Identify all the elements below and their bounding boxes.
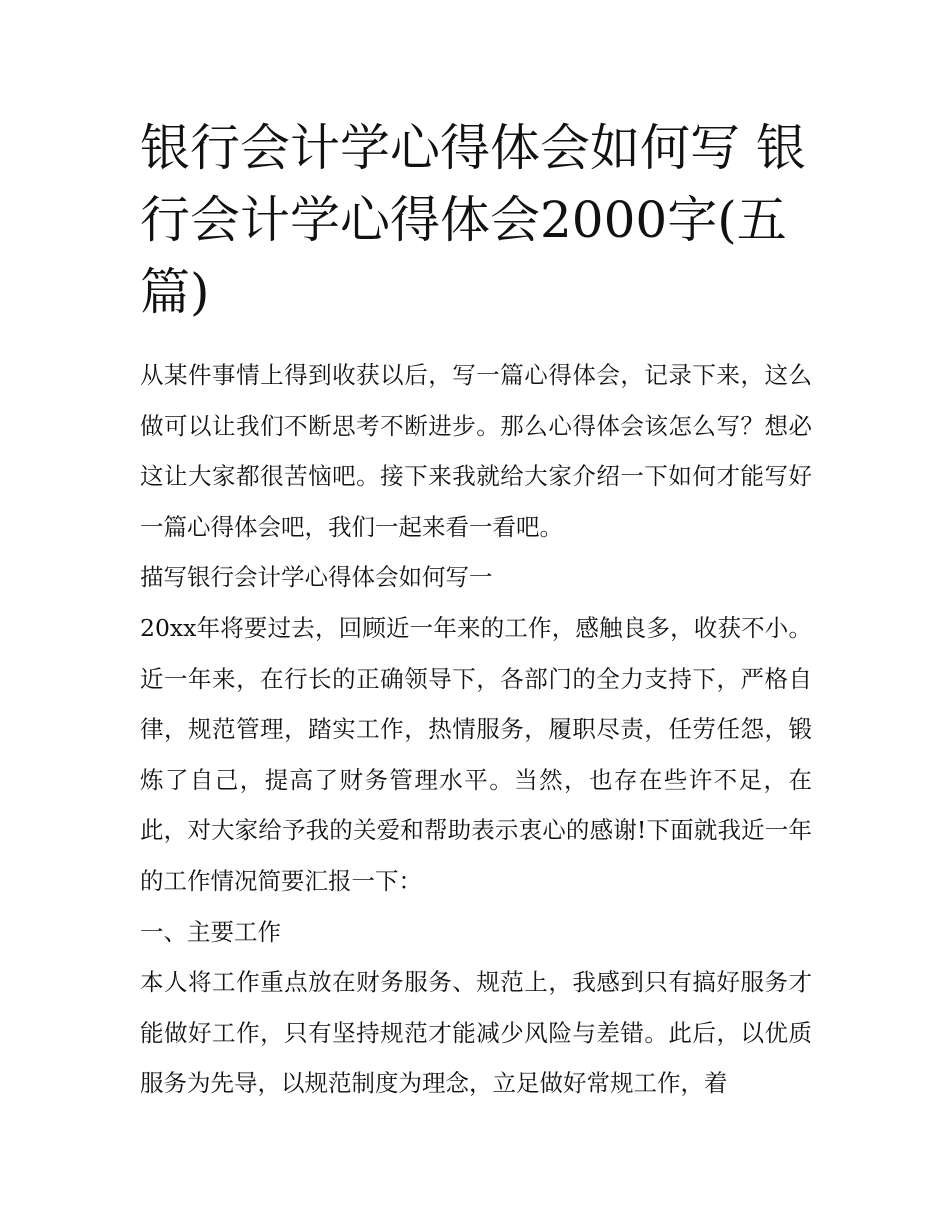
body-paragraph: 本人将工作重点放在财务服务、规范上，我感到只有搞好服务才能做好工作，只有坚持规范才能减少风险与差错。此后，以优质服务为先导，以规范制度为理念，立足做好常规工作，着 (140, 968, 812, 1098)
subsection-heading: 一、主要工作 (140, 917, 281, 946)
section-heading: 描写银行会计学心得体会如何写一 (140, 563, 493, 592)
body-paragraph: 20xx年将要过去，回顾近一年来的工作，感触良多，收获不小。近一年来，在行长的正确领导下，各部门的全力支持下，严格自律，规范管理，踏实工作，热情服务，履职尽责，任劳任怨，锻炼了自己，提高了财务管理水平。当然，也存在些许不足，在此，对大家给予我的关爱和帮助表示衷心的感谢!下面就我近一年的工作情况简要汇报一下： (140, 613, 812, 895)
intro-paragraph: 从某件事情上得到收获以后，写一篇心得体会，记录下来，这么做可以让我们不断思考不断进步。那么心得体会该怎么写？想必这让大家都很苦恼吧。接下来我就给大家介绍一下如何才能写好一篇心得体会吧，我们一起来看一看吧。 (140, 361, 812, 541)
document-title: 银行会计学心得体会如何写 银行会计学心得体会2000字(五篇) (140, 119, 806, 321)
document-page (140, 112, 812, 1109)
document-body (140, 350, 812, 1109)
